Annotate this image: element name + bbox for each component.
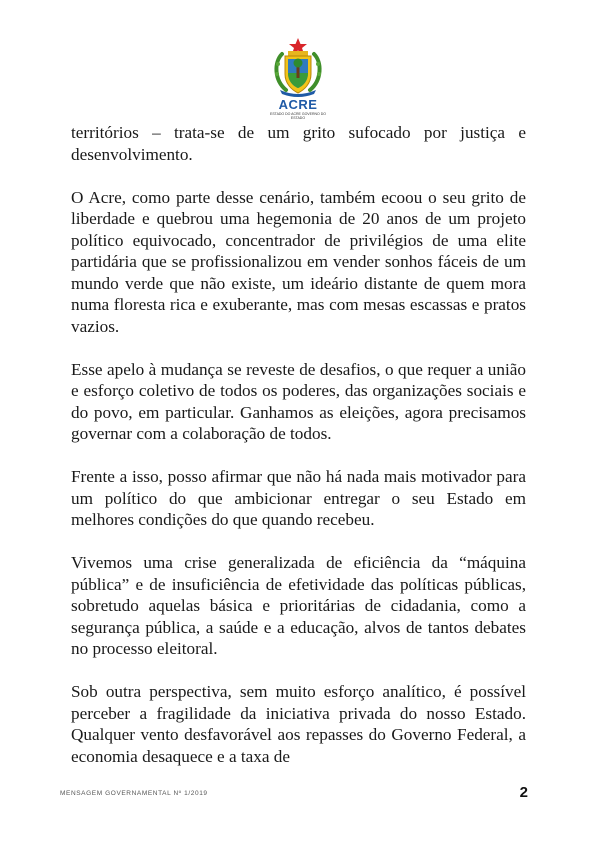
paragraph: O Acre, como parte desse cenário, também ecoou o seu grito de liberdade e quebrou uma hegemonia de 20 anos de um projeto político equivocado, concentrador de privilégios de uma elite partidária que se profissionalizou em vender sonhos fáceis de um mundo verde que não existe, um ideário distante de quem mora numa floresta rica e exuberante, mas com mesas escassas e pratos vazios. — [71, 187, 526, 336]
crest-subtitle: ESTADO DO ACRE GOVERNO DO ESTADO — [270, 112, 326, 120]
body-text — [71, 122, 526, 789]
paragraph: Esse apelo à mudança se reveste de desafios, o que requer a união e esforço coletivo de todos os poderes, das organizações sociais e do povo, em particular. Ganhamos as eleições, agora precisamos governar com a colaboração de todos. — [71, 359, 526, 443]
acre-coat-of-arms — [268, 36, 328, 124]
paragraph: territórios – trata-se de um grito sufocado por justiça e desenvolvimento. — [71, 123, 526, 164]
coat-of-arms-icon — [268, 36, 328, 98]
page-number: 2 — [519, 784, 528, 801]
footer-document-label: MENSAGEM GOVERNAMENTAL Nº 1/2019 — [60, 790, 208, 797]
state-name-wordmark: ACRE — [278, 97, 318, 112]
paragraph: Sob outra perspectiva, sem muito esforço analítico, é possível perceber a fragilidade da iniciativa privada do nosso Estado. Qualquer vento desfavorável aos repasses do Governo Federal, a economia desaquece e a taxa de — [71, 682, 526, 766]
paragraph: Vivemos uma crise generalizada de eficiência da “máquina pública” e de insuficiência de efetividade das políticas públicas, sobretudo aquelas básica e prioritárias de cidadania, como a segurança pública, a saúde e a educação, alvos de tantos debates no processo eleitoral. — [71, 553, 526, 658]
paragraph: Frente a isso, posso afirmar que não há nada mais motivador para um político do que ambicionar entregar o seu Estado em melhores condições do que quando recebeu. — [71, 467, 526, 529]
